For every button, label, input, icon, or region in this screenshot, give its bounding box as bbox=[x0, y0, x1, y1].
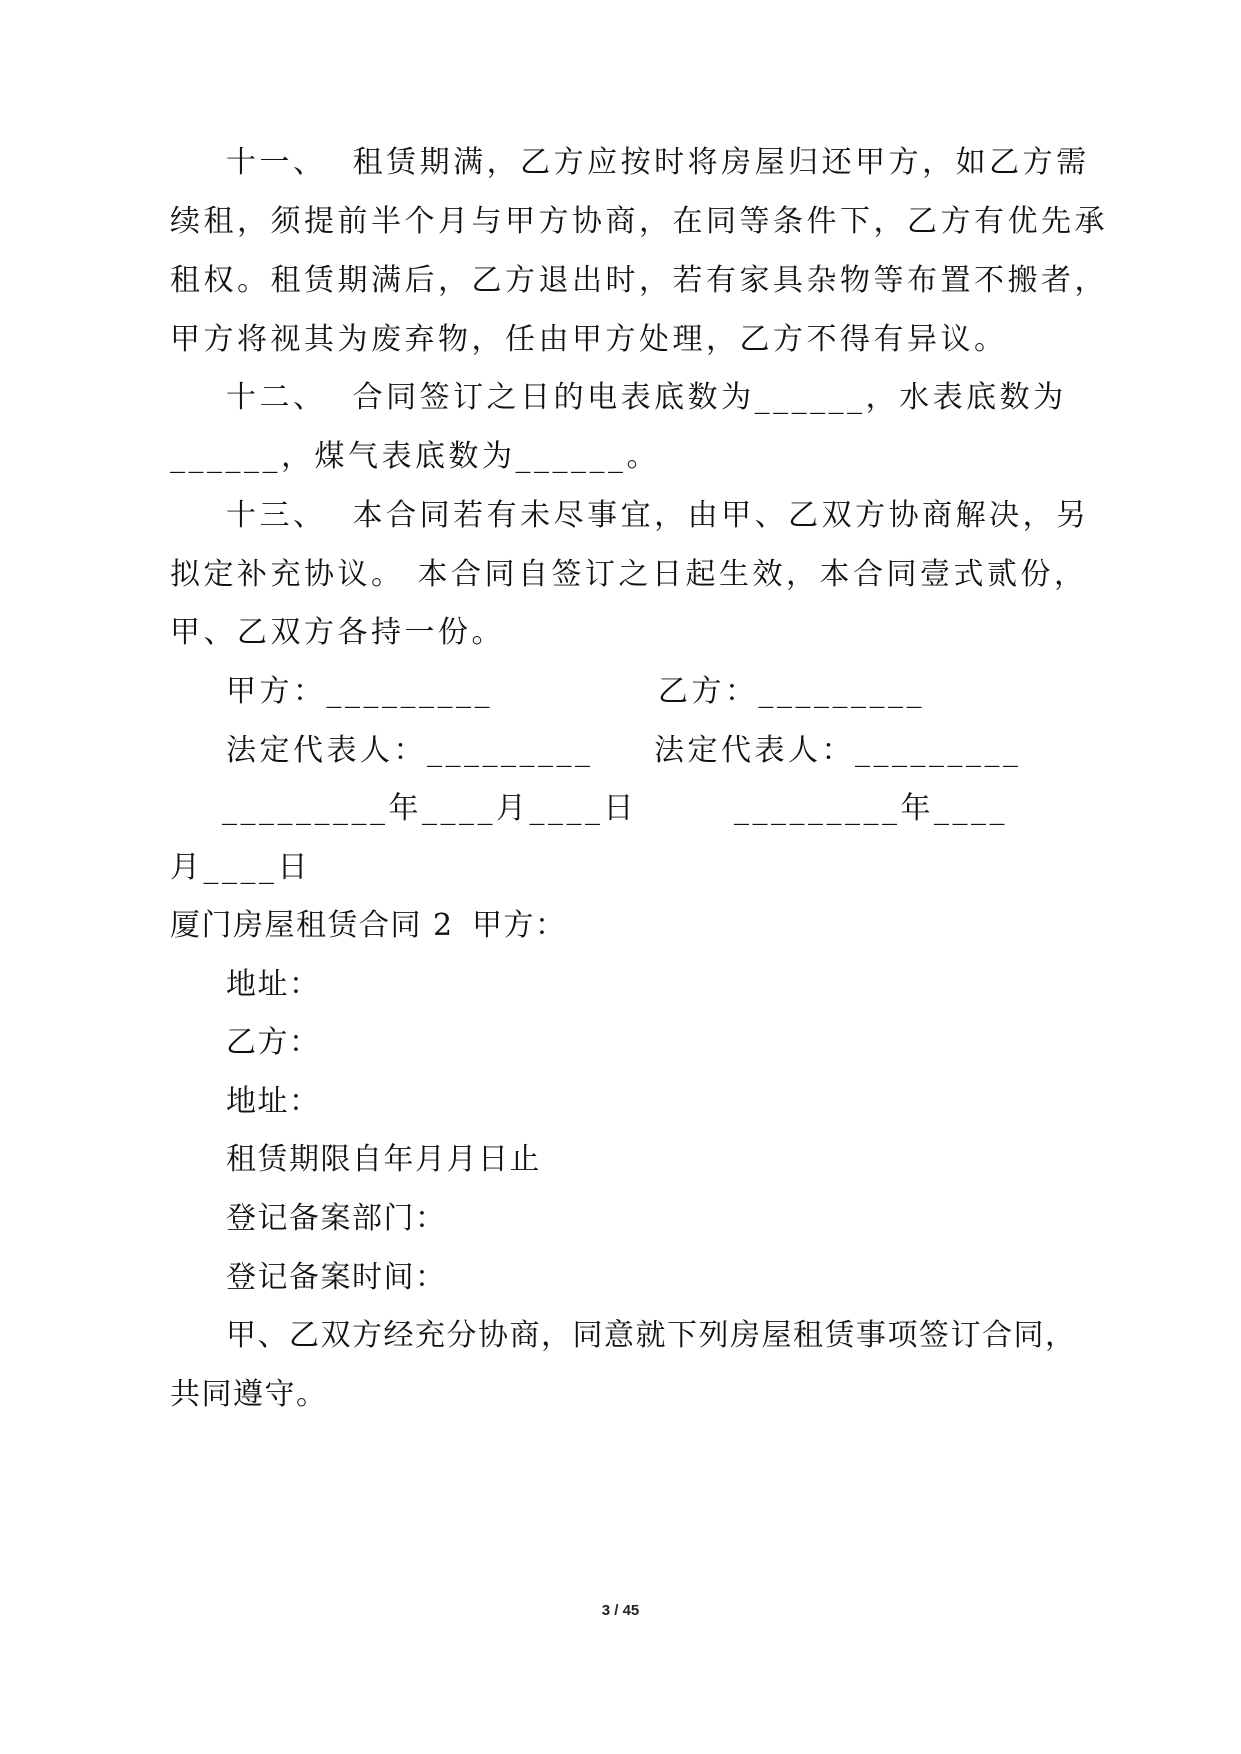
contract-2-agreement-line-1: 甲、乙双方经充分协商，同意就下列房屋租赁事项签订合同， bbox=[226, 1318, 1077, 1353]
clause-13-line-1: 十三、 本合同若有未尽事宜，由甲、乙双方协商解决，另 bbox=[226, 498, 1090, 533]
contract-2-lease-term: 租赁期限自年月月日止 bbox=[226, 1142, 541, 1177]
clause-11-line-4: 甲方将视其为废弃物，任由甲方处理，乙方不得有异议。 bbox=[170, 322, 1008, 357]
clause-12-line-1: 十二、 合同签订之日的电表底数为______，水表底数为 bbox=[226, 380, 1067, 415]
clause-11-line-2: 续租，须提前半个月与甲方协商，在同等条件下，乙方有优先承 bbox=[170, 204, 1108, 239]
contract-2-registry-department: 登记备案部门： bbox=[226, 1201, 447, 1236]
clause-12-line-2: ______，煤气表底数为______。 bbox=[170, 439, 660, 474]
party-a-signature: 甲方：_________ bbox=[226, 674, 493, 709]
party-a-date: _________年____月____日 bbox=[222, 791, 637, 826]
contract-2-agreement-line-2: 共同遵守。 bbox=[170, 1377, 328, 1412]
contract-2-title: 厦门房屋租赁合同 2 bbox=[170, 908, 454, 943]
party-b-signature: 乙方：_________ bbox=[658, 674, 925, 709]
contract-2-party-b-label: 乙方： bbox=[226, 1025, 321, 1060]
party-a-representative: 法定代表人：_________ bbox=[226, 733, 594, 768]
contract-2-address-b: 地址： bbox=[226, 1084, 321, 1119]
clause-13-line-2: 拟定补充协议。 本合同自签订之日起生效，本合同壹式贰份， bbox=[170, 557, 1088, 592]
contract-2-party-a-label: 甲方： bbox=[472, 908, 567, 943]
contract-2-registry-time: 登记备案时间： bbox=[226, 1260, 447, 1295]
page-number: 3 / 45 bbox=[601, 1602, 640, 1619]
clause-11-line-3: 租权。租赁期满后，乙方退出时，若有家具杂物等布置不搬者， bbox=[170, 263, 1108, 298]
clause-11-line-1: 十一、 租赁期满，乙方应按时将房屋归还甲方，如乙方需 bbox=[226, 145, 1090, 180]
contract-2-address-a: 地址： bbox=[226, 967, 321, 1002]
party-b-date-part1: _________年____ bbox=[734, 791, 1008, 826]
party-b-date-part2: 月____日 bbox=[170, 850, 311, 885]
party-b-representative: 法定代表人：_________ bbox=[654, 733, 1022, 768]
clause-13-line-3: 甲、乙双方各持一份。 bbox=[170, 615, 505, 650]
